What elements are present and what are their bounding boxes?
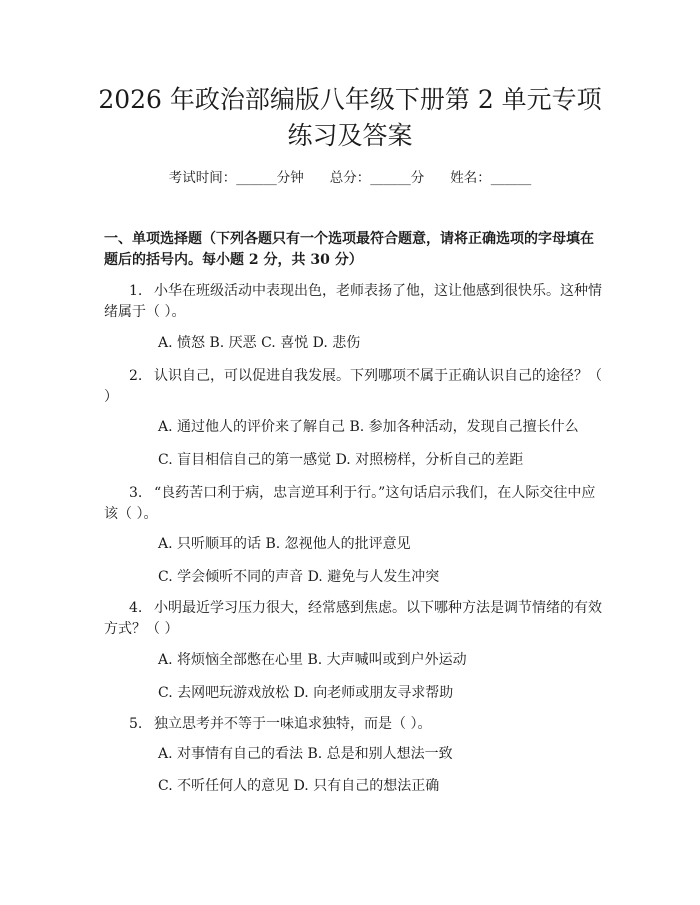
- question-number: 3.: [129, 485, 143, 501]
- question-stem: 小华在班级活动中表现出色，老师表扬了他，这让他感到很快乐。这种情绪属于（ ）。: [104, 283, 602, 320]
- question-1: [104, 281, 604, 323]
- question-2-options-ab: A. 通过他人的评价来了解自己 B. 参加各种活动，发现自己擅长什么: [158, 419, 579, 435]
- question-stem: “良药苦口利于病，忠言逆耳利于行。”这句话启示我们，在人际交往中应该（ ）。: [104, 485, 596, 522]
- page-title-line2: 练习及答案: [287, 121, 413, 150]
- question-stem: 认识自己，可以促进自我发展。下列哪项不属于正确认识自己的途径？（ ）: [104, 368, 602, 405]
- question-4-options-ab: A. 将烦恼全部憋在心里 B. 大声喊叫或到户外运动: [158, 652, 467, 668]
- question-5: [104, 714, 604, 735]
- question-2-options-cd: C. 盲目相信自己的第一感觉 D. 对照榜样，分析自己的差距: [158, 452, 524, 468]
- exam-time-field: 考试时间：______分钟: [168, 170, 304, 186]
- total-score-field: 总分：______分: [329, 170, 425, 186]
- section-heading: 一、单项选择题（下列各题只有一个选项最符合题意，请将正确选项的字母填在题后的括号内。每小题 2 分，共 30 分）: [104, 231, 594, 268]
- question-2: [104, 366, 604, 408]
- question-stem: 独立思考并不等于一味追求独特，而是（ ）。: [154, 716, 432, 732]
- question-stem: 小明最近学习压力很大，经常感到焦虑。以下哪种方法是调节情绪的有效方式？（ ）: [104, 600, 602, 637]
- question-4: [104, 598, 604, 640]
- question-3: [104, 483, 604, 525]
- question-5-options-ab: A. 对事情有自己的看法 B. 总是和别人想法一致: [158, 746, 453, 762]
- question-3-options-cd: C. 学会倾听不同的声音 D. 避免与人发生冲突: [158, 569, 440, 585]
- question-number: 1.: [129, 283, 143, 299]
- question-number: 5.: [129, 716, 143, 732]
- exam-meta: [0, 169, 700, 187]
- student-name-field: 姓名：______: [450, 170, 532, 186]
- question-4-options-cd: C. 去网吧玩游戏放松 D. 向老师或朋友寻求帮助: [158, 685, 454, 701]
- question-number: 4.: [129, 600, 143, 616]
- question-number: 2.: [129, 368, 143, 384]
- question-3-options-ab: A. 只听顺耳的话 B. 忽视他人的批评意见: [158, 536, 411, 552]
- question-5-options-cd: C. 不听任何人的意见 D. 只有自己的想法正确: [158, 778, 440, 794]
- page-title-line1: 2026 年政治部编版八年级下册第 2 单元专项: [98, 85, 602, 114]
- question-1-options: A. 愤怒 B. 厌恶 C. 喜悦 D. 悲伤: [158, 335, 361, 351]
